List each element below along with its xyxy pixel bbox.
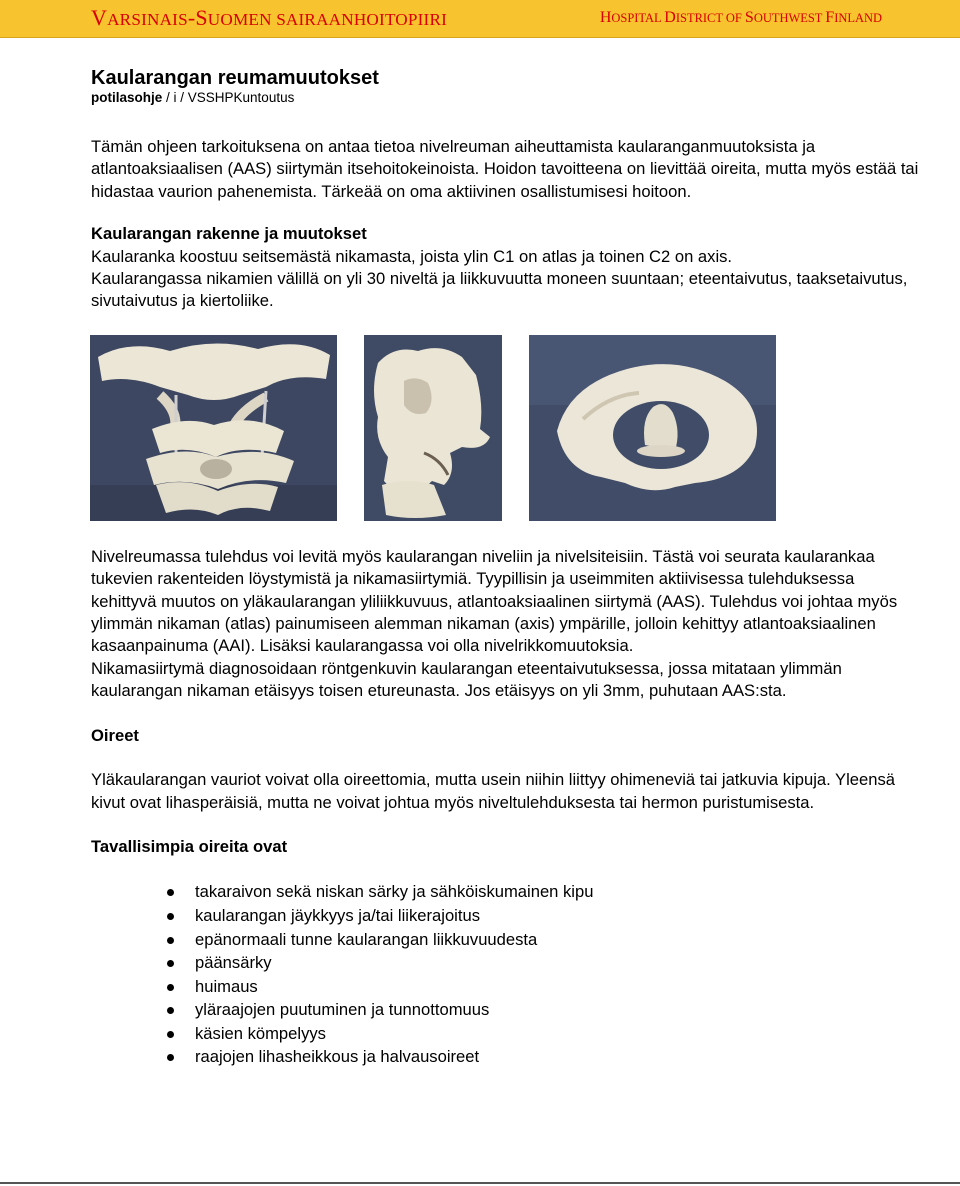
structure-paragraph-2: Kaularangassa nikamien välillä on yli 30 niveltä ja liikkuvuutta moneen suuntaan; eteentaivutus, taaksetaivutus, sivutaivutus ja kiertoliike. — [91, 269, 908, 311]
header-org-name-fi: VARSINAIS-SUOMEN SAIRAANHOITOPIIRI — [91, 5, 448, 30]
document-subtitle: potilasohje / i / VSSHPKuntoutus — [91, 90, 295, 105]
cervical-spine-model-photo — [90, 335, 337, 521]
atlas-vertebra-photo — [529, 335, 776, 521]
footer-rule — [0, 1182, 960, 1184]
section-heading-common-symptoms: Tavallisimpia oireita ovat — [91, 836, 288, 856]
vertebra-side-photo — [364, 335, 502, 521]
list-item: yläraajojen puutuminen ja tunnottomuus — [91, 998, 921, 1022]
list-item: raajojen lihasheikkous ja halvausoireet — [91, 1045, 921, 1069]
document-title: Kaularangan reumamuutokset — [91, 67, 379, 89]
inflammation-paragraph-1: Nivelreumassa tulehdus voi levitä myös kaularangan niveliin ja nivelsiteisiin. Tästä voi seurata kaularankaa tukevien rakenteiden löystymistä ja nikamasiirtymiä. Tyypillisin ja useimmiten aktiivisessa tulehduksessa kehittyvä muutos on yläkaularangan yliliikkuvuus, atlantoaksiaalinen siirtymä (AAS). Tulehdus voi johtaa myös ylimmän nikaman (atlas) painumiseen alemman nikaman (axis) ympärille, jolloin kehittyy atlantoaksiaalinen kasaanpainuma (AAI). Lisäksi kaularangassa voi olla nivelrikkomuutoksia. — [91, 546, 898, 656]
structure-paragraph-1: Kaularanka koostuu seitsemästä nikamasta, joista ylin C1 on atlas ja toinen C2 on axis. — [91, 246, 733, 266]
symptoms-paragraph: Yläkaularangan vauriot voivat olla oireettomia, mutta usein niihin liittyy ohimeneviä tai jatkuvia kipuja. Yleensä kivut ovat lihasperäisiä, mutta ne voivat johtua myös niveltulehduksesta tai hermon puristumisesta. — [91, 770, 896, 812]
header-org-name-en: HOSPITAL DISTRICT OF SOUTHWEST FINLAND — [599, 9, 882, 26]
inflammation-paragraph-2: Nikamasiirtymä diagnosoidaan röntgenkuvin kaularangan eteentaivutuksessa, jossa mitataan ylimmän kaularangan nikaman etäisyys toisen etureunasta. Jos etäisyys on yli 3mm, puhutaan AAS:sta. — [91, 658, 842, 701]
list-item: epänormaali tunne kaularangan liikkuvuudesta — [91, 928, 921, 952]
section-heading-structure: Kaularangan rakenne ja muutokset — [91, 224, 367, 244]
section-heading-symptoms: Oireet — [91, 725, 139, 745]
list-item: kaularangan jäykkyys ja/tai liikerajoitus — [91, 904, 921, 928]
list-item: huimaus — [91, 975, 921, 999]
intro-paragraph: Tämän ohjeen tarkoituksena on antaa tietoa nivelreuman aiheuttamista kaularanganmuutoksista ja atlantoaksiaalisen (AAS) siirtymän itsehoitokeinoista. Hoidon tavoitteena on lievittää oireita, mutta myös estää tai hidastaa vaurion pahenemista. Tärkeää on oma aktiivinen osallistumisesi hoitoon. — [91, 137, 919, 201]
page-header — [0, 0, 960, 38]
symptom-list — [91, 880, 921, 1069]
list-item: käsien kömpelyys — [91, 1022, 921, 1046]
vertebra-photos — [90, 335, 921, 521]
list-item: päänsärky — [91, 951, 921, 975]
document-body — [91, 66, 921, 1069]
list-item: takaraivon sekä niskan särky ja sähköiskumainen kipu — [91, 880, 921, 904]
